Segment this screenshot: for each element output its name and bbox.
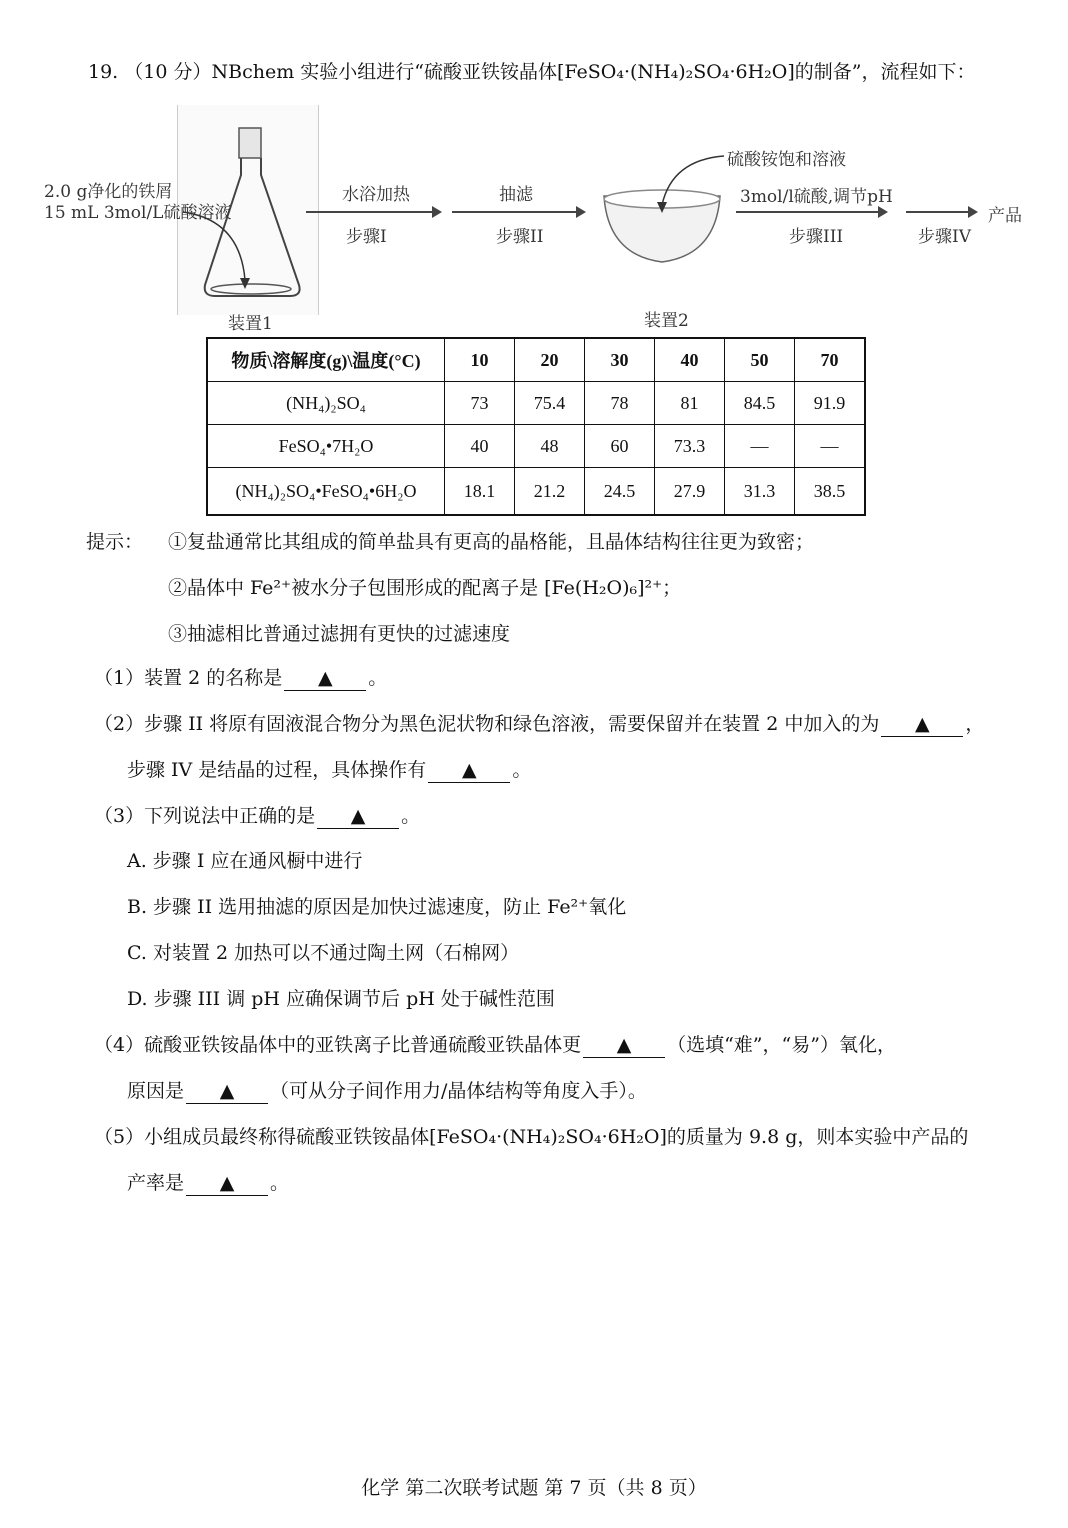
q2-text: （2）步骤 II 将原有固液混合物分为黑色泥状物和绿色溶液，需要保留并在装置 2 中加入的为 <box>94 713 880 735</box>
table-cell: (NH₄)₂SO₄•FeSO₄•6H₂O <box>207 468 445 516</box>
table-cell: 48 <box>515 425 585 468</box>
table-header-cell: 30 <box>585 338 655 382</box>
table-cell: 21.2 <box>515 468 585 516</box>
device1-label: 装置1 <box>228 314 273 334</box>
q4-answer-blank-2[interactable]: ▲ <box>186 1079 268 1104</box>
table-cell: — <box>795 425 866 468</box>
reagent-acid: 15 mL 3mol/L硫酸溶液 <box>44 203 232 223</box>
device2-input: 硫酸铵饱和溶液 <box>727 150 846 170</box>
reagent-iron: 2.0 g净化的铁屑 <box>44 182 173 202</box>
table-cell: 60 <box>585 425 655 468</box>
q2-text-2: 步骤 IV 是结晶的过程，具体操作有 <box>127 759 427 781</box>
q3-option-a: A. 步骤 I 应在通风橱中进行 <box>127 850 363 872</box>
question-intro: （10 分）NBchem 实验小组进行“硫酸亚铁铵晶体[FeSO₄·(NH₄)₂SO₄·6H₂O]的制备”，流程如下： <box>124 61 976 83</box>
product-label: 产品 <box>988 206 1022 226</box>
table-row <box>207 382 865 425</box>
table-header-row <box>207 338 865 382</box>
q5-line2 <box>127 1169 289 1197</box>
table-cell: 24.5 <box>585 468 655 516</box>
table-cell: (NH₄)₂SO₄ <box>207 382 445 425</box>
q4-choice-note: （选填“难”，“易”）氧化， <box>667 1034 896 1056</box>
q5-text-2: 产率是 <box>127 1172 185 1194</box>
step1-label: 步骤I <box>346 227 387 247</box>
table-cell: 73 <box>445 382 515 425</box>
q1-end: 。 <box>368 667 388 689</box>
table-header-cell: 50 <box>725 338 795 382</box>
q3-option-d: D. 步骤 III 调 pH 应确保调节后 pH 处于碱性范围 <box>127 988 555 1010</box>
q5-answer-blank[interactable]: ▲ <box>186 1171 268 1196</box>
step3-arrow <box>736 211 886 213</box>
table-header-cell: 物质\溶解度(g)\温度(°C) <box>207 338 445 382</box>
q4-hint-note: （可从分子间作用力/晶体结构等角度入手）。 <box>270 1080 647 1102</box>
table-cell: 40 <box>445 425 515 468</box>
step4-label: 步骤IV <box>918 227 971 247</box>
q3-option-b: B. 步骤 II 选用抽滤的原因是加快过滤速度，防止 Fe²⁺氧化 <box>127 896 627 918</box>
step1-condition: 水浴加热 <box>342 185 410 205</box>
q3-line <box>94 802 420 830</box>
q2-answer-blank-2[interactable]: ▲ <box>428 758 510 783</box>
table-cell: 18.1 <box>445 468 515 516</box>
table-cell: — <box>725 425 795 468</box>
q3-text: （3）下列说法中正确的是 <box>94 805 316 827</box>
hint-1: ①复盐通常比其组成的简单盐具有更高的晶格能，且晶体结构往往更为致密； <box>168 531 815 553</box>
table-cell: 78 <box>585 382 655 425</box>
q2-answer-blank-1[interactable]: ▲ <box>881 712 963 737</box>
q4-text: （4）硫酸亚铁铵晶体中的亚铁离子比普通硫酸亚铁晶体更 <box>94 1034 582 1056</box>
q4-answer-blank-1[interactable]: ▲ <box>583 1033 665 1058</box>
table-row <box>207 468 865 516</box>
step2-condition: 抽滤 <box>499 185 533 205</box>
step3-label: 步骤III <box>789 227 844 247</box>
device2-label: 装置2 <box>644 311 689 331</box>
q3-option-c: C. 对装置 2 加热可以不通过陶土网（石棉网） <box>127 942 520 964</box>
step2-label: 步骤II <box>496 227 544 247</box>
table-cell: FeSO₄•7H₂O <box>207 425 445 468</box>
q4-text-2: 原因是 <box>127 1080 185 1102</box>
q2-comma: ， <box>965 713 985 735</box>
table-header-cell: 70 <box>795 338 866 382</box>
table-cell: 84.5 <box>725 382 795 425</box>
page-footer: 化学 第二次联考试题 第 7 页（共 8 页） <box>361 1477 707 1499</box>
hint-3: ③抽滤相比普通过滤拥有更快的过滤速度 <box>168 623 511 645</box>
step2-arrow <box>452 211 584 213</box>
q5-line1: （5）小组成员最终称得硫酸亚铁铵晶体[FeSO₄·(NH₄)₂SO₄·6H₂O]的质量为 9.8 g，则本实验中产品的 <box>94 1126 969 1148</box>
table-header-cell: 10 <box>445 338 515 382</box>
table-cell: 27.9 <box>655 468 725 516</box>
step4-arrow <box>906 211 976 213</box>
q4-line2 <box>127 1077 647 1105</box>
question-number: 19. <box>88 61 119 83</box>
table-cell: 81 <box>655 382 725 425</box>
table-header-cell: 20 <box>515 338 585 382</box>
q1-answer-blank[interactable]: ▲ <box>284 666 366 691</box>
hints-label: 提示： <box>86 531 144 553</box>
erlenmeyer-flask-icon <box>0 0 1068 340</box>
q3-end: 。 <box>401 805 421 827</box>
q1-text: （1）装置 2 的名称是 <box>94 667 283 689</box>
table-cell: 73.3 <box>655 425 725 468</box>
q2-line1 <box>94 710 984 738</box>
q4-line1 <box>94 1031 896 1059</box>
step1-arrow <box>306 211 440 213</box>
table-cell: 75.4 <box>515 382 585 425</box>
q2-end: 。 <box>512 759 532 781</box>
table-cell: 91.9 <box>795 382 866 425</box>
solubility-table <box>206 337 866 516</box>
q5-end: 。 <box>270 1172 290 1194</box>
q2-line2 <box>127 756 531 784</box>
q3-answer-blank[interactable]: ▲ <box>317 804 399 829</box>
table-cell: 38.5 <box>795 468 866 516</box>
hint-2: ②晶体中 Fe²⁺被水分子包围形成的配离子是 [Fe(H₂O)₆]²⁺； <box>168 577 682 599</box>
step3-condition: 3mol/l硫酸,调节pH <box>740 187 893 207</box>
q1-line <box>94 664 387 692</box>
table-cell: 31.3 <box>725 468 795 516</box>
table-header-cell: 40 <box>655 338 725 382</box>
table-row <box>207 425 865 468</box>
